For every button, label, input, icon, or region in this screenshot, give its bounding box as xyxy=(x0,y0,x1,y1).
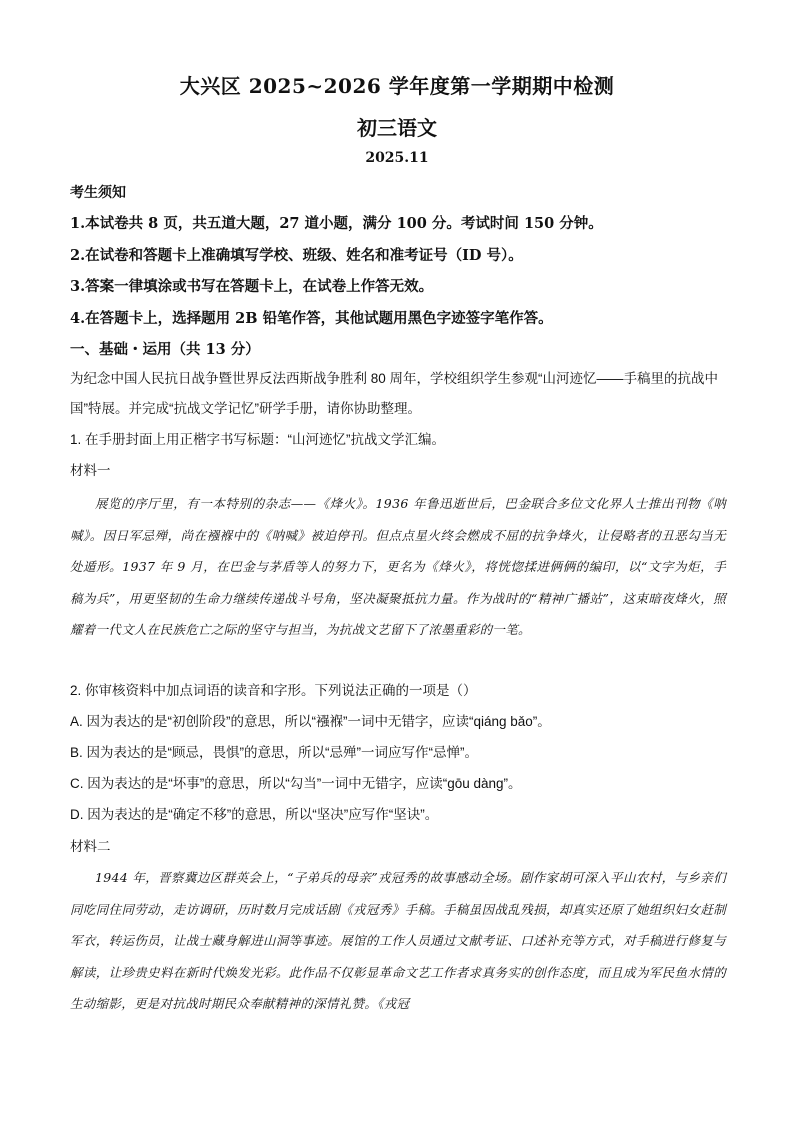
material-1-text: 展览的序厅里，有一本特别的杂志——《烽火》。1936 年鲁迅逝世后，巴金联合多位文化界人士推出刊物《呐喊》。因日军忌殚，尚在襁褓中的《呐喊》被迫停刊。但点点星火终会燃成不屈的抗争烽火，让侵略者的丑恶勾当无处遁形。1937 年 9 月，在巴金与茅盾等人的努力下，更名为《烽火》，将恍惚揉进俩俩的编印，以“文字为炬，手稿为兵”，用更坚韧的生命力继续传递战斗号角，坚决凝聚抵抗力量。作为战时的“精神广播站”，这束暗夜烽火，照耀着一代文人在民族危亡之际的坚守与担当，为抗战文艺留下了浓墨重彩的一笔。 xyxy=(70,496,726,637)
material-1-label: 材料一 xyxy=(70,463,111,478)
notice-item: 2.在试卷和答题卡上准确填写学校、班级、姓名和准考证号（ID 号）。 xyxy=(70,247,523,264)
question-1: 1. 在手册封面上用正楷字书写标题：“山河迹忆”抗战文学汇编。 xyxy=(70,432,445,447)
notice-item: 1.本试卷共 8 页，共五道大题，27 道小题，满分 100 分。考试时间 150 分钟。 xyxy=(70,215,603,232)
option-a: A. 因为表达的是“初创阶段”的意思，所以“襁褓”一词中无错字，应读“qiáng bǎo”。 xyxy=(70,714,551,729)
exam-subject: 初三语文 xyxy=(357,116,437,140)
notice-item: 4.在答题卡上，选择题用 2B 铅笔作答，其他试题用黑色字迹签字笔作答。 xyxy=(70,310,553,327)
material-2-label: 材料二 xyxy=(70,839,111,854)
exam-date: 2025.11 xyxy=(365,150,429,166)
section-intro: 为纪念中国人民抗日战争暨世界反法西斯战争胜利 80 周年，学校组织学生参观“山河迹忆——手稿里的抗战中国”特展。并完成“抗战文学记忆”研学手册，请你协助整理。 xyxy=(70,371,719,416)
exam-title: 大兴区 2025~2026 学年度第一学期期中检测 xyxy=(179,74,615,98)
section-heading: 一、基础・运用（共 13 分） xyxy=(70,341,260,358)
material-2-text: 1944 年，晋察冀边区群英会上，“子弟兵的母亲”戎冠秀的故事感动全场。剧作家胡可深入平山农村，与乡亲们同吃同住同劳动，走访调研，历时数月完成话剧《戎冠秀》手稿。手稿虽因战乱残损，却真实还原了她组织妇女赶制军衣，转运伤员，让战士藏身解进山洞等事迹。展馆的工作人员通过文献考证、口述补充等方式，对手稿进行修复与解读，让珍贵史料在新时代焕发光彩。此作品不仅彰显革命文艺工作者求真务实的创作态度，而且成为军民鱼水情的生动缩影，更是对抗战时期民众奉献精神的深情礼赞。《戎冠 xyxy=(70,870,726,1011)
option-b: B. 因为表达的是“顾忌，畏惧”的意思，所以“忌殚”一词应写作“忌惮”。 xyxy=(70,745,478,760)
option-d: D. 因为表达的是“确定不移”的意思，所以“坚决”应写作“坚诀”。 xyxy=(70,807,439,822)
notice-heading: 考生须知 xyxy=(70,185,126,201)
option-c: C. 因为表达的是“坏事”的意思，所以“勾当”一词中无错字，应读“gōu dàng”。 xyxy=(70,776,522,791)
question-2: 2. 你审核资料中加点词语的读音和字形。下列说法正确的一项是（） xyxy=(70,683,477,698)
notice-item: 3.答案一律填涂或书写在答题卡上，在试卷上作答无效。 xyxy=(70,278,434,295)
